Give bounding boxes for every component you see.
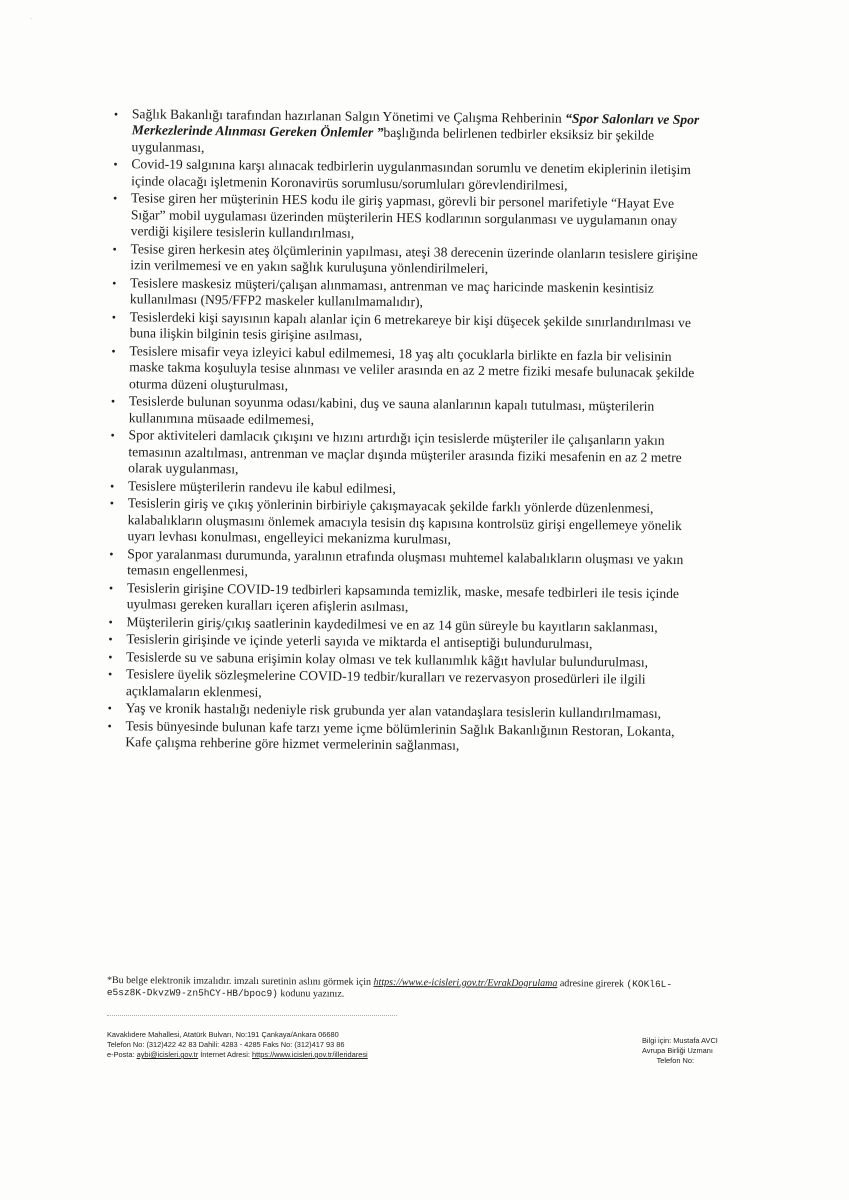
bullet-emphasis-text: afişlerin	[312, 598, 358, 614]
bullet-emphasis-text: soyunma odası/kabini, duş ve sauna alanlarının kapalı tutulması	[234, 394, 582, 414]
bullet-emphasis-text: HES kodu	[281, 192, 339, 208]
bullet-marker: •	[112, 241, 117, 256]
bullet-text: olarak uygulanması,	[128, 460, 239, 477]
bullet-text: , 18 yaş altı çocuklarla birlikte en fazla bir velisinin maske takma koşuluyla tesise alınması ve veliler arasında en az 2 metre fiziki mesafe bulunacak şekilde oturma düzeni oluşturulması,	[129, 345, 695, 393]
bullet-text: Müşterilerin giriş/çıkış saatlerinin kaydedilmesi ve	[126, 613, 407, 632]
bullet-emphasis-text: randevu	[248, 479, 293, 495]
bullet-emphasis-text: ateş ölçümlerinin yapılması	[248, 242, 399, 259]
bullet-item	[104, 309, 704, 348]
bullet-emphasis-text: maskesiz müşteri/çalışan alınmaması	[181, 275, 384, 293]
bullet-item	[101, 495, 701, 550]
bullet-text: ile kabul edilmesi,	[292, 479, 396, 496]
verification-link[interactable]: https://www.e-icisleri.gov.tr/EvrakDogrulama	[373, 976, 558, 990]
bullet-text: Sağlık Bakanlığının Restoran, Lokanta, Kafe çalışma rehberine göre hizmet vermelerinin sağlanması,	[125, 721, 675, 754]
bullet-emphasis-text: 38 derecenin	[433, 244, 504, 260]
bullet-marker: •	[111, 343, 116, 358]
bullet-text: , ateşi	[398, 243, 434, 260]
bullet-marker: •	[109, 546, 114, 561]
bullet-item	[104, 275, 704, 314]
bullet-text: Spor aktiviteleri damlacık çıkışını ve hızını artırdığı için tesislerde müşteriler ile çalışanların yakın temasının azaltılması, antrenman ve maçlar dışında müşteriler arasında	[128, 427, 665, 463]
contact-block	[107, 1030, 368, 1060]
bullet-text: ile giriş yapması, görevli bir personel marifetiyle “Hayat Eve Sığar” mobil uygulaması üzerinden müşterilerin HES kodlarının sorgulanması ve uygulamanın onay verdiği kişilere tesislerin kullandırılması,	[130, 192, 678, 241]
bullet-text: Tesislere müşterilerin	[127, 477, 249, 495]
bullet-marker: •	[108, 580, 114, 595]
bullet-text: yer alan vatandaşlara tesislerin kullandırılmaması,	[384, 703, 662, 722]
bullet-marker: •	[110, 428, 115, 443]
bullet-marker: •	[108, 649, 113, 664]
bullet-text: düzenlenmesi, kalabalıkların oluşmasını önlemek amacıyla tesisin dış kapısına kontrolsüz girişi engellemeye yönelik uyarı levhası konulması, engelleyici mekanizma kurulması,	[127, 500, 682, 547]
bullet-emphasis-text: kapalı alanlar için 6 metrekareye bir kişi	[273, 310, 494, 328]
bullet-emphasis-text: giriş ve çıkış yönlerinin birbiriyle çakışmayacak şekilde farklı yönlerde	[183, 496, 573, 516]
bullet-text: , antrenman ve maç haricinde maskenin kesintisiz kullanılması (N95/FFP2 maskeler kullanılmamalıdır),	[129, 277, 654, 310]
contact-address: Kavaklıdere Mahallesi, Atatürk Bulvarı, No:191 Çankaya/Ankara 06680	[107, 1030, 339, 1039]
bullet-item	[101, 580, 701, 619]
bullet-marker: •	[107, 719, 112, 734]
bullet-item	[99, 718, 699, 757]
bullet-emphasis-text: misafir veya izleyici kabul edilmemesi	[180, 343, 392, 361]
footnote-suffix: kodunu yazınız.	[277, 988, 345, 1000]
bullet-text: Tesislere	[130, 275, 182, 291]
bullet-text: Tesislerde su ve sabuna erişimin kolay olması ve tek kullanımlık kâğıt havlular bulundurulması,	[126, 649, 649, 670]
bullet-text: düşecek şekilde sınırlandırılması ve buna ilişkin bilginin tesis girişine asılması,	[129, 312, 692, 343]
bullet-item	[105, 190, 705, 245]
bullet-text: , müşterilerin kullanımına müsaade edilmemesi,	[128, 398, 655, 427]
verification-code: (KOKl6L-e5sz8K-DkvzW9-zn5hCY-HB/bpoc9)	[106, 978, 673, 1000]
bullet-text: asılması,	[356, 598, 409, 615]
bullet-text: Tesise giren her müşterinin	[130, 190, 282, 208]
bullet-emphasis-text: işletmenin Koronavirüs sorumlusu/sorumluları	[210, 173, 466, 192]
bullet-text: Tesis bünyesinde bulunan	[125, 718, 270, 735]
bullet-text: Sağlık Bakanlığı tarafından hazırlanan Salgın Yönetimi ve Çalışma Rehberinin	[131, 106, 566, 126]
bullet-marker: •	[112, 191, 118, 206]
bullet-text: Tesislerdeki kişi sayısının	[129, 309, 274, 326]
email-label: e-Posta:	[107, 1050, 137, 1059]
bullet-marker: •	[107, 667, 113, 682]
bullet-emphasis-text: “Spor Salonları ve Spor Merkezlerinde Alınması Gereken Önlemler ”	[131, 110, 700, 141]
bullet-text: görevlendirilmesi,	[464, 176, 568, 193]
bullet-text: başlığında belirlenen tedbirler eksiksiz bir şekilde uygulanması,	[131, 125, 655, 155]
scan-mark: .	[30, 12, 32, 21]
bullet-marker: •	[108, 614, 113, 629]
bullet-text: üzerinde olanların tesislere girişine izin verilmemesi ve en yakın sağlık kuruluşuna yönlendirilmeleri,	[130, 244, 698, 277]
bullet-emphasis-text: kafe tarzı yeme içme bölümlerinin	[269, 719, 457, 737]
bullet-marker: •	[110, 394, 116, 409]
footnote-middle: adresine girerek	[557, 978, 627, 990]
e-signature-footnote	[107, 975, 697, 1003]
bullet-text: Tesislerin	[127, 495, 184, 512]
bullet-marker: •	[107, 701, 112, 716]
measures-bullet-list	[99, 106, 706, 758]
bullet-emphasis-text: Yaş ve kronik hastalığı nedeniyle risk grubunda	[125, 700, 385, 719]
bullet-text: Tesislere	[129, 343, 182, 359]
info-phone-label: Telefon No:	[656, 1056, 694, 1065]
info-contact-person: Bilgi için: Mustafa AVCI	[642, 1036, 718, 1045]
bullet-marker: •	[109, 478, 115, 493]
bullet-item	[102, 427, 702, 482]
bullet-text: Tesislere üyelik sözleşmelerine COVID-19 tedbir/kuralları ve rezervasyon prosedürleri ile ilgili açıklamaların eklenmesi,	[125, 666, 646, 700]
bullet-marker: •	[108, 632, 113, 647]
bullet-marker: •	[109, 496, 115, 511]
email-link[interactable]: aybi@icisleri.gov.tr	[136, 1050, 199, 1059]
bullet-emphasis-text: en az 14 gün süreyle	[406, 616, 519, 633]
footnote-prefix: *Bu belge elektronik imzalıdır. imzalı suretinin aslını görmek için	[106, 975, 374, 988]
bullet-text: Tesislerin girişine COVID-19 tedbirleri kapsamında temizlik, maske, mesafe tedbirleri ile tesis içinde uyulması gereken kuralları içeren	[126, 579, 680, 614]
bullet-marker: •	[113, 157, 118, 172]
bullet-text: Tesislerde bulunan	[128, 393, 235, 410]
web-label: İnternet Adresi:	[198, 1050, 252, 1059]
contact-phone: Telefon No: (312)422 42 83 Dahili: 4283 - 4285 Faks No: (312)417 93 86	[107, 1040, 345, 1049]
bullet-text: bu kayıtların saklanması,	[517, 617, 658, 635]
bullet-item	[104, 241, 704, 280]
bullet-text: Tesislerin girişinde ve içinde yeterli sayıda ve miktarda el antiseptiği bulundurulması,	[126, 631, 593, 652]
bullet-text: Spor yaralanması durumunda, yaralının etrafında oluşması muhtemel kalabalıkların oluşması ve yakın temasın engellenmesi,	[127, 545, 684, 579]
bullet-item	[105, 156, 705, 195]
bullet-marker: •	[113, 107, 119, 122]
bullet-emphasis-text: fiziki mesafenin en az 2 metre	[517, 447, 682, 465]
bullet-text: Tesise giren herkesin	[130, 241, 249, 258]
footer-divider	[107, 1015, 397, 1016]
bullet-item	[103, 393, 703, 432]
bullet-marker: •	[112, 275, 117, 290]
bullet-text: Covid-19 salgınına karşı alınacak tedbirlerin uygulanmasından sorumlu ve denetim ekiplerinin iletişim içinde olacağı	[131, 156, 691, 189]
bullet-marker: •	[111, 309, 117, 324]
bullet-item	[100, 666, 700, 705]
bullet-item	[103, 343, 703, 398]
bullet-item	[105, 106, 705, 161]
info-title: Avrupa Birliği Uzmanı	[642, 1046, 713, 1055]
info-block	[642, 1036, 718, 1066]
bullet-item	[101, 546, 701, 585]
contact-email-web	[107, 1050, 368, 1060]
web-link[interactable]: https://www.icisleri.gov.tr/illeridaresi	[252, 1050, 368, 1059]
